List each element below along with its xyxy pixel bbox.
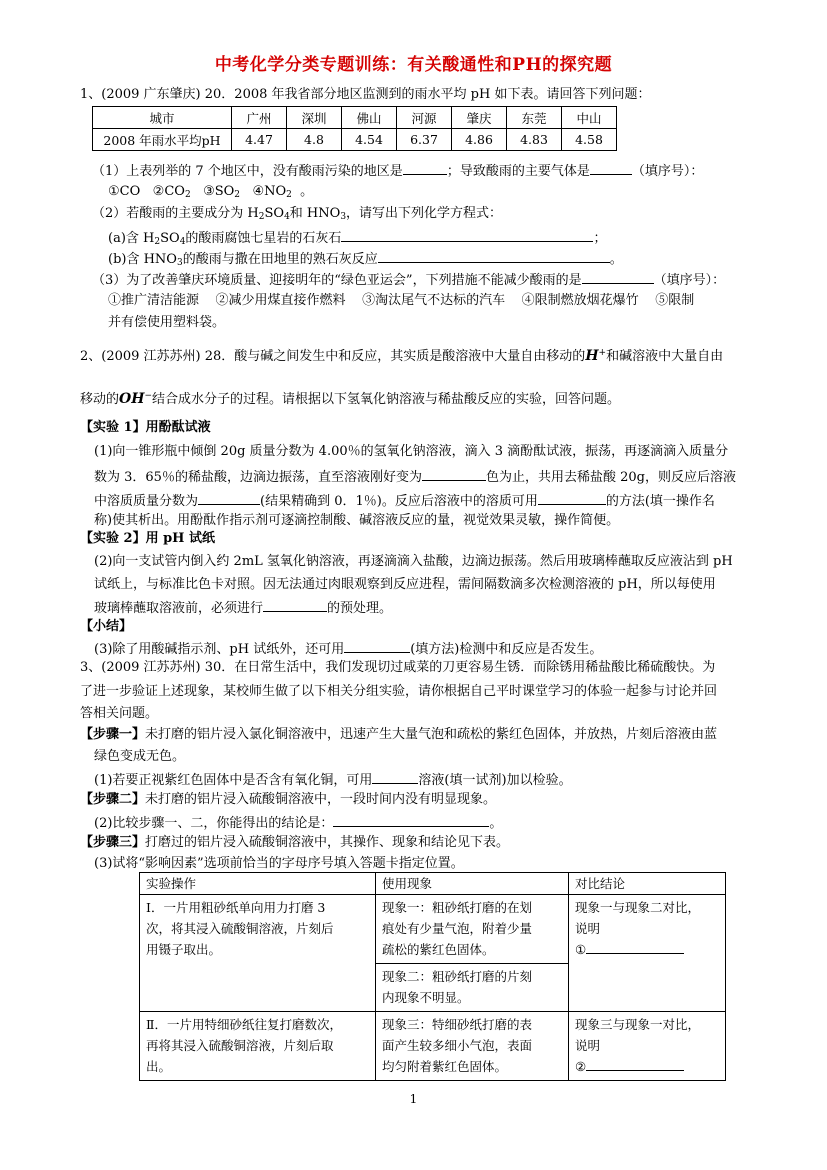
table-cell: 现象三与现象一对比， 说明 ② — [569, 1012, 726, 1081]
q2-exp1-line4: 称)使其析出。用酚酞作指示剂可逐滴控制酸、碱溶液反应的量，视觉效果灵敏，操作简便。 — [94, 513, 620, 528]
q2-exp2-heading: 【实验 2】用 pH 试纸 — [80, 531, 215, 546]
q3-step1-cont: 绿色变成无色。 — [94, 749, 186, 764]
city-cell: 深圳 — [287, 107, 342, 129]
q1-part2: （2）若酸雨的主要成分为 $H_2SO_4$和 $HNO_3$，请写出下列化学方程式： — [92, 206, 503, 222]
q3-part3: (3)试将“影响因素”选项前恰当的字母序号填入答题卡指定位置。 — [94, 856, 464, 871]
q1-part3: （3）为了改善肇庆环境质量、迎接明年的“绿色亚运会”，下列措施不能减少酸雨的是 （填序号）： — [92, 270, 725, 290]
table-header-cell: 使用现象 — [376, 873, 569, 895]
answer-blank[interactable] — [590, 161, 632, 175]
q2-summary-heading: 【小结】 — [80, 619, 133, 634]
q2-summary-line1: (3)除了用酸碱指示剂、pH 试纸外，还可用 (填方法)检测中和反应是否发生。 — [94, 639, 602, 659]
page-number: 1 — [409, 1092, 418, 1106]
q2-exp1-heading: 【实验 1】用酚酞试液 — [80, 420, 211, 435]
q1-gas-options: ①CO $②CO_2$ $③SO_2$ $④NO_2$ 。 — [108, 184, 314, 200]
ph-cell: 4.54 — [342, 129, 397, 151]
q2-exp1-line1: (1)向一锥形瓶中倾倒 20g 质量分数为 4.00％的氢氧化钠溶液，滴入 3 滴酚酞试液，振荡，再逐滴滴入质量分 — [94, 444, 729, 459]
table-cell: 现象二：粗砂纸打磨的片刻 内现象不明显。 — [376, 964, 569, 1012]
table-cell: Ⅰ．一片用粗砂纸单向用力打磨 3 次，将其浸入硫酸铜溶液，片刻后 用镊子取出。 — [140, 895, 376, 1012]
answer-blank[interactable] — [586, 1057, 684, 1071]
q3-line3: 答相关问题。 — [80, 706, 159, 721]
table-cell: 现象三：特细砂纸打磨的表 面产生较多细小气泡，表面 均匀附着紫红色固体。 — [376, 1012, 569, 1081]
q1-measures-cont: 并有偿使用塑料袋。 — [108, 315, 226, 330]
answer-blank[interactable] — [538, 491, 606, 505]
table-row — [140, 1012, 726, 1081]
answer-blank[interactable] — [586, 940, 684, 954]
city-cell: 中山 — [562, 107, 617, 129]
q2-stem-line1: 2、(2009 江苏苏州) 28．酸与碱之间发生中和反应，其实质是酸溶液中大量自由移动的H+和碱溶液中大量自由 — [80, 348, 724, 364]
q3-step3: 【步骤三】打磨过的铝片浸入硫酸铜溶液中，其操作、现象和结论见下表。 — [80, 835, 510, 850]
ph-cell: 4.86 — [452, 129, 507, 151]
answer-blank[interactable] — [333, 813, 489, 827]
answer-blank[interactable] — [263, 598, 327, 612]
answer-blank[interactable] — [582, 270, 654, 284]
q2-exp2-line2: 试纸上，与标准比色卡对照。因无法通过肉眼观察到反应进程，需间隔数滴多次检测溶液的 pH，所以每使用 — [94, 577, 716, 592]
table-row — [140, 873, 726, 895]
table-row — [140, 895, 726, 964]
answer-blank[interactable] — [403, 161, 447, 175]
table-cell: 现象一与现象二对比， 说明 ① — [569, 895, 726, 1012]
q3-line2: 了进一步验证上述现象，某校师生做了以下相关分组实验，请你根据自己平时课堂学习的体验一起参与讨论并回 — [80, 684, 718, 699]
answer-blank[interactable] — [198, 491, 260, 505]
city-cell: 广州 — [232, 107, 287, 129]
table-header-cell: 对比结论 — [569, 873, 726, 895]
equation-blank[interactable] — [378, 249, 610, 263]
q3-step2: 【步骤二】未打磨的铝片浸入硫酸铜溶液中，一段时间内没有明显现象。 — [80, 792, 497, 807]
table-row — [93, 107, 617, 129]
q1-stem: 1、(2009 广东肇庆) 20．2008 年我省部分地区监测到的雨水平均 pH 如下表。请回答下列问题： — [80, 87, 651, 102]
table-header-cell: 实验操作 — [140, 873, 376, 895]
page-title: 中考化学分类专题训练：有关酸通性和PH的探究题 — [214, 55, 613, 75]
experiment-table — [139, 872, 726, 1081]
answer-blank[interactable] — [422, 467, 486, 481]
city-cell: 佛山 — [342, 107, 397, 129]
q2-stem-line2: 移动的OH−结合成水分子的过程。请根据以下氢氧化钠溶液与稀盐酸反应的实验，回答问题。 — [80, 391, 621, 407]
ph-cell: 4.83 — [507, 129, 562, 151]
city-cell: 河源 — [397, 107, 452, 129]
table-cell: 现象一：粗砂纸打磨的在划 痕处有少量气泡，附着少量 疏松的紫红色固体。 — [376, 895, 569, 964]
table-header-cell: 城市 — [93, 107, 232, 129]
city-cell: 东莞 — [507, 107, 562, 129]
ph-cell: 4.8 — [287, 129, 342, 151]
q1-part1: （1）上表列举的 7 个地区中，没有酸雨污染的地区是 ；导致酸雨的主要气体是 （填序号）： — [92, 161, 703, 181]
q1-part2a: (a)含 $H_2SO_4$的酸雨腐蚀七星岩的石灰石 ； — [108, 228, 606, 248]
equation-blank[interactable] — [341, 228, 593, 242]
answer-blank[interactable] — [344, 639, 410, 653]
q3-part2: (2)比较步骤一、二，你能得出的结论是： 。 — [94, 813, 502, 833]
table-cell: Ⅱ．一片用特细砂纸往复打磨数次， 再将其浸入硫酸铜溶液，片刻后取 出。 — [140, 1012, 376, 1081]
q3-part1: (1)若要正视紫红色固体中是否含有氧化铜，可用 溶液(填一试剂)加以检验。 — [94, 770, 572, 790]
ph-cell: 4.58 — [562, 129, 617, 151]
q3-step1: 【步骤一】未打磨的铝片浸入氯化铜溶液中，迅速产生大量气泡和疏松的紫红色固体，并放热，片刻后溶液由蓝 — [80, 727, 718, 742]
rainwater-ph-table — [92, 106, 617, 151]
ph-cell: 4.47 — [232, 129, 287, 151]
answer-blank[interactable] — [372, 770, 418, 784]
q2-exp2-line1: (2)向一支试管内倒入约 2mL 氢氧化钠溶液，再逐滴滴入盐酸，边滴边振荡。然后用玻璃棒蘸取反应液沾到 pH — [94, 554, 733, 569]
ph-cell: 6.37 — [397, 129, 452, 151]
q1-measures: ①推广清洁能源 ②减少用煤直接作燃料 ③淘汰尾气不达标的汽车 ④限制燃放烟花爆竹 ⑤限制 — [108, 293, 695, 308]
row-label-cell: 2008 年雨水平均pH — [93, 129, 232, 151]
city-cell: 肇庆 — [452, 107, 507, 129]
q2-exp1-line2: 数为 3．65％的稀盐酸，边滴边振荡，直至溶液刚好变为 色为止，共用去稀盐酸 20g，则反应后溶液 — [94, 467, 736, 487]
q2-exp1-line3: 中溶质质量分数为 (结果精确到 0．1％)。反应后溶液中的溶质可用 的方法(填一操作名 — [94, 491, 715, 511]
table-row — [93, 129, 617, 151]
q3-line1: 3、(2009 江苏苏州) 30．在日常生活中，我们发现切过咸菜的刀更容易生锈．而除锈用稀盐酸比稀硫酸快。为 — [80, 660, 716, 675]
q2-exp2-line3: 玻璃棒蘸取溶液前，必须进行 的预处理。 — [94, 598, 392, 618]
q1-part2b: (b)含 $HNO_3$的酸雨与撒在田地里的熟石灰反应 。 — [108, 249, 623, 269]
